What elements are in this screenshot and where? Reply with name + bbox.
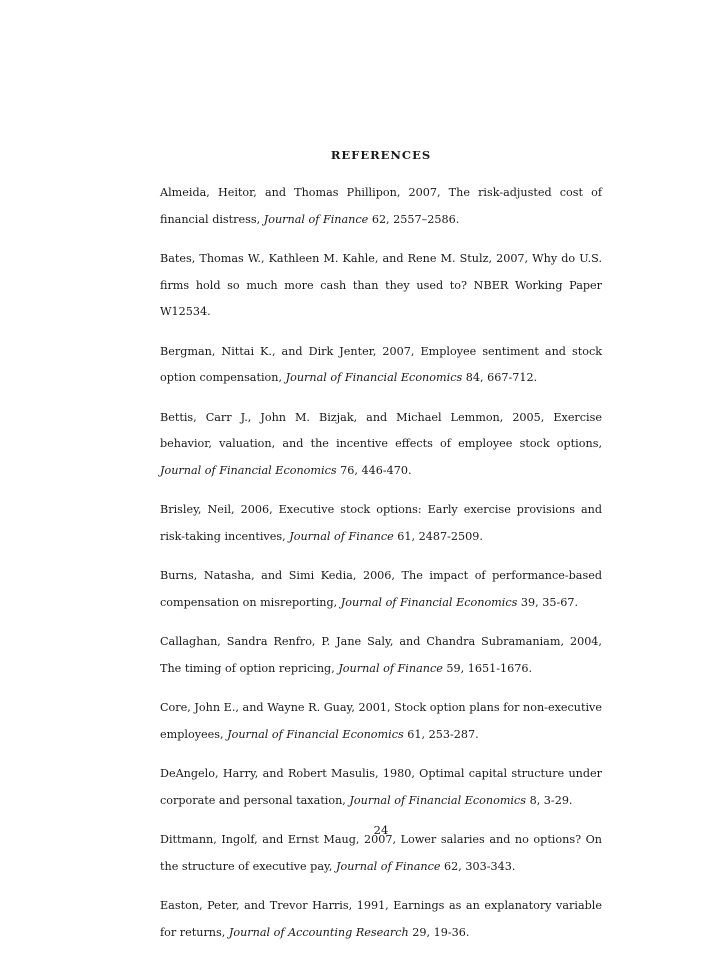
reference-text: DeAngelo, Harry, and Robert Masulis, 1980, Optimal capital structure under corporate and personal taxation, xyxy=(160,767,602,807)
journal-title: Journal of Finance xyxy=(335,859,441,873)
page-number: 24 xyxy=(373,823,389,837)
reference-details: 8, 3-29. xyxy=(526,793,573,807)
reference-entry xyxy=(160,893,602,946)
references-heading: REFERENCES xyxy=(330,148,432,162)
reference-details: 84, 667-712. xyxy=(462,371,538,384)
reference-details: 61, 253-287. xyxy=(403,727,479,741)
journal-title: Journal of Finance xyxy=(289,529,394,543)
reference-entry xyxy=(160,405,602,485)
reference-details: 59, 1651-1676. xyxy=(442,661,533,675)
reference-text: Core, John E., and Wayne R. Guay, 2001, Stock option plans for non-executive employees, xyxy=(160,701,602,741)
journal-title: Journal of Financial Economics xyxy=(285,371,463,384)
reference-text: Bettis, Carr J., John M. Bizjak, and Michael Lemmon, 2005, Exercise behavior, valuation, and the incentive effects of employee stock options, xyxy=(160,410,602,450)
reference-details: 39, 35-67. xyxy=(517,595,579,609)
reference-text: Bates, Thomas W., Kathleen M. Kahle, and Rene M. Stulz, 2007, Why do U.S. firms hold so much more cash than they used to? NBER Working Paper W12534. xyxy=(160,252,602,318)
journal-title: Journal of Financial Economics xyxy=(340,595,518,609)
reference-details: 62, 303-343. xyxy=(440,859,516,873)
reference-entry xyxy=(160,563,602,616)
journal-title: Journal of Financial Economics xyxy=(349,793,527,807)
reference-entry xyxy=(160,761,602,814)
reference-details: 76, 446-470. xyxy=(336,463,412,477)
reference-text: Bergman, Nittai K., and Dirk Jenter, 2007, Employee sentiment and stock option compensation, xyxy=(160,344,602,384)
reference-entry xyxy=(160,339,602,392)
reference-text: Dittmann, Ingolf, and Ernst Maug, 2007, Lower salaries and no options? On the structure of executive pay, xyxy=(160,833,602,873)
journal-title: Journal of Financial Economics xyxy=(227,727,404,741)
reference-text: Burns, Natasha, and Simi Kedia, 2006, The impact of performance-based compensation on misreporting, xyxy=(160,569,602,609)
reference-text: Easton, Peter, and Trevor Harris, 1991, Earnings as an explanatory variable for returns, xyxy=(160,899,602,939)
journal-title: Journal of Finance xyxy=(263,212,369,226)
reference-text: Brisley, Neil, 2006, Executive stock options: Early exercise provisions and risk-taking incentives, xyxy=(160,503,602,543)
reference-list xyxy=(160,180,602,959)
reference-entry xyxy=(160,629,602,682)
reference-text: Callaghan, Sandra Renfro, P. Jane Saly, and Chandra Subramaniam, 2004, The timing of option repricing, xyxy=(160,635,602,675)
reference-details: 62, 2557–2586. xyxy=(368,212,460,226)
reference-entry xyxy=(160,180,602,233)
journal-title: Journal of Accounting Research xyxy=(228,925,409,939)
reference-entry xyxy=(160,497,602,550)
reference-entry xyxy=(160,246,602,326)
reference-text: Almeida, Heitor, and Thomas Phillipon, 2007, The risk-adjusted cost of financial distress, xyxy=(160,186,602,226)
journal-title: Journal of Financial Economics xyxy=(160,463,337,477)
reference-details: 29, 19-36. xyxy=(408,925,470,939)
journal-title: Journal of Finance xyxy=(338,661,443,675)
reference-entry xyxy=(160,695,602,748)
reference-details: 61, 2487-2509. xyxy=(393,529,483,543)
